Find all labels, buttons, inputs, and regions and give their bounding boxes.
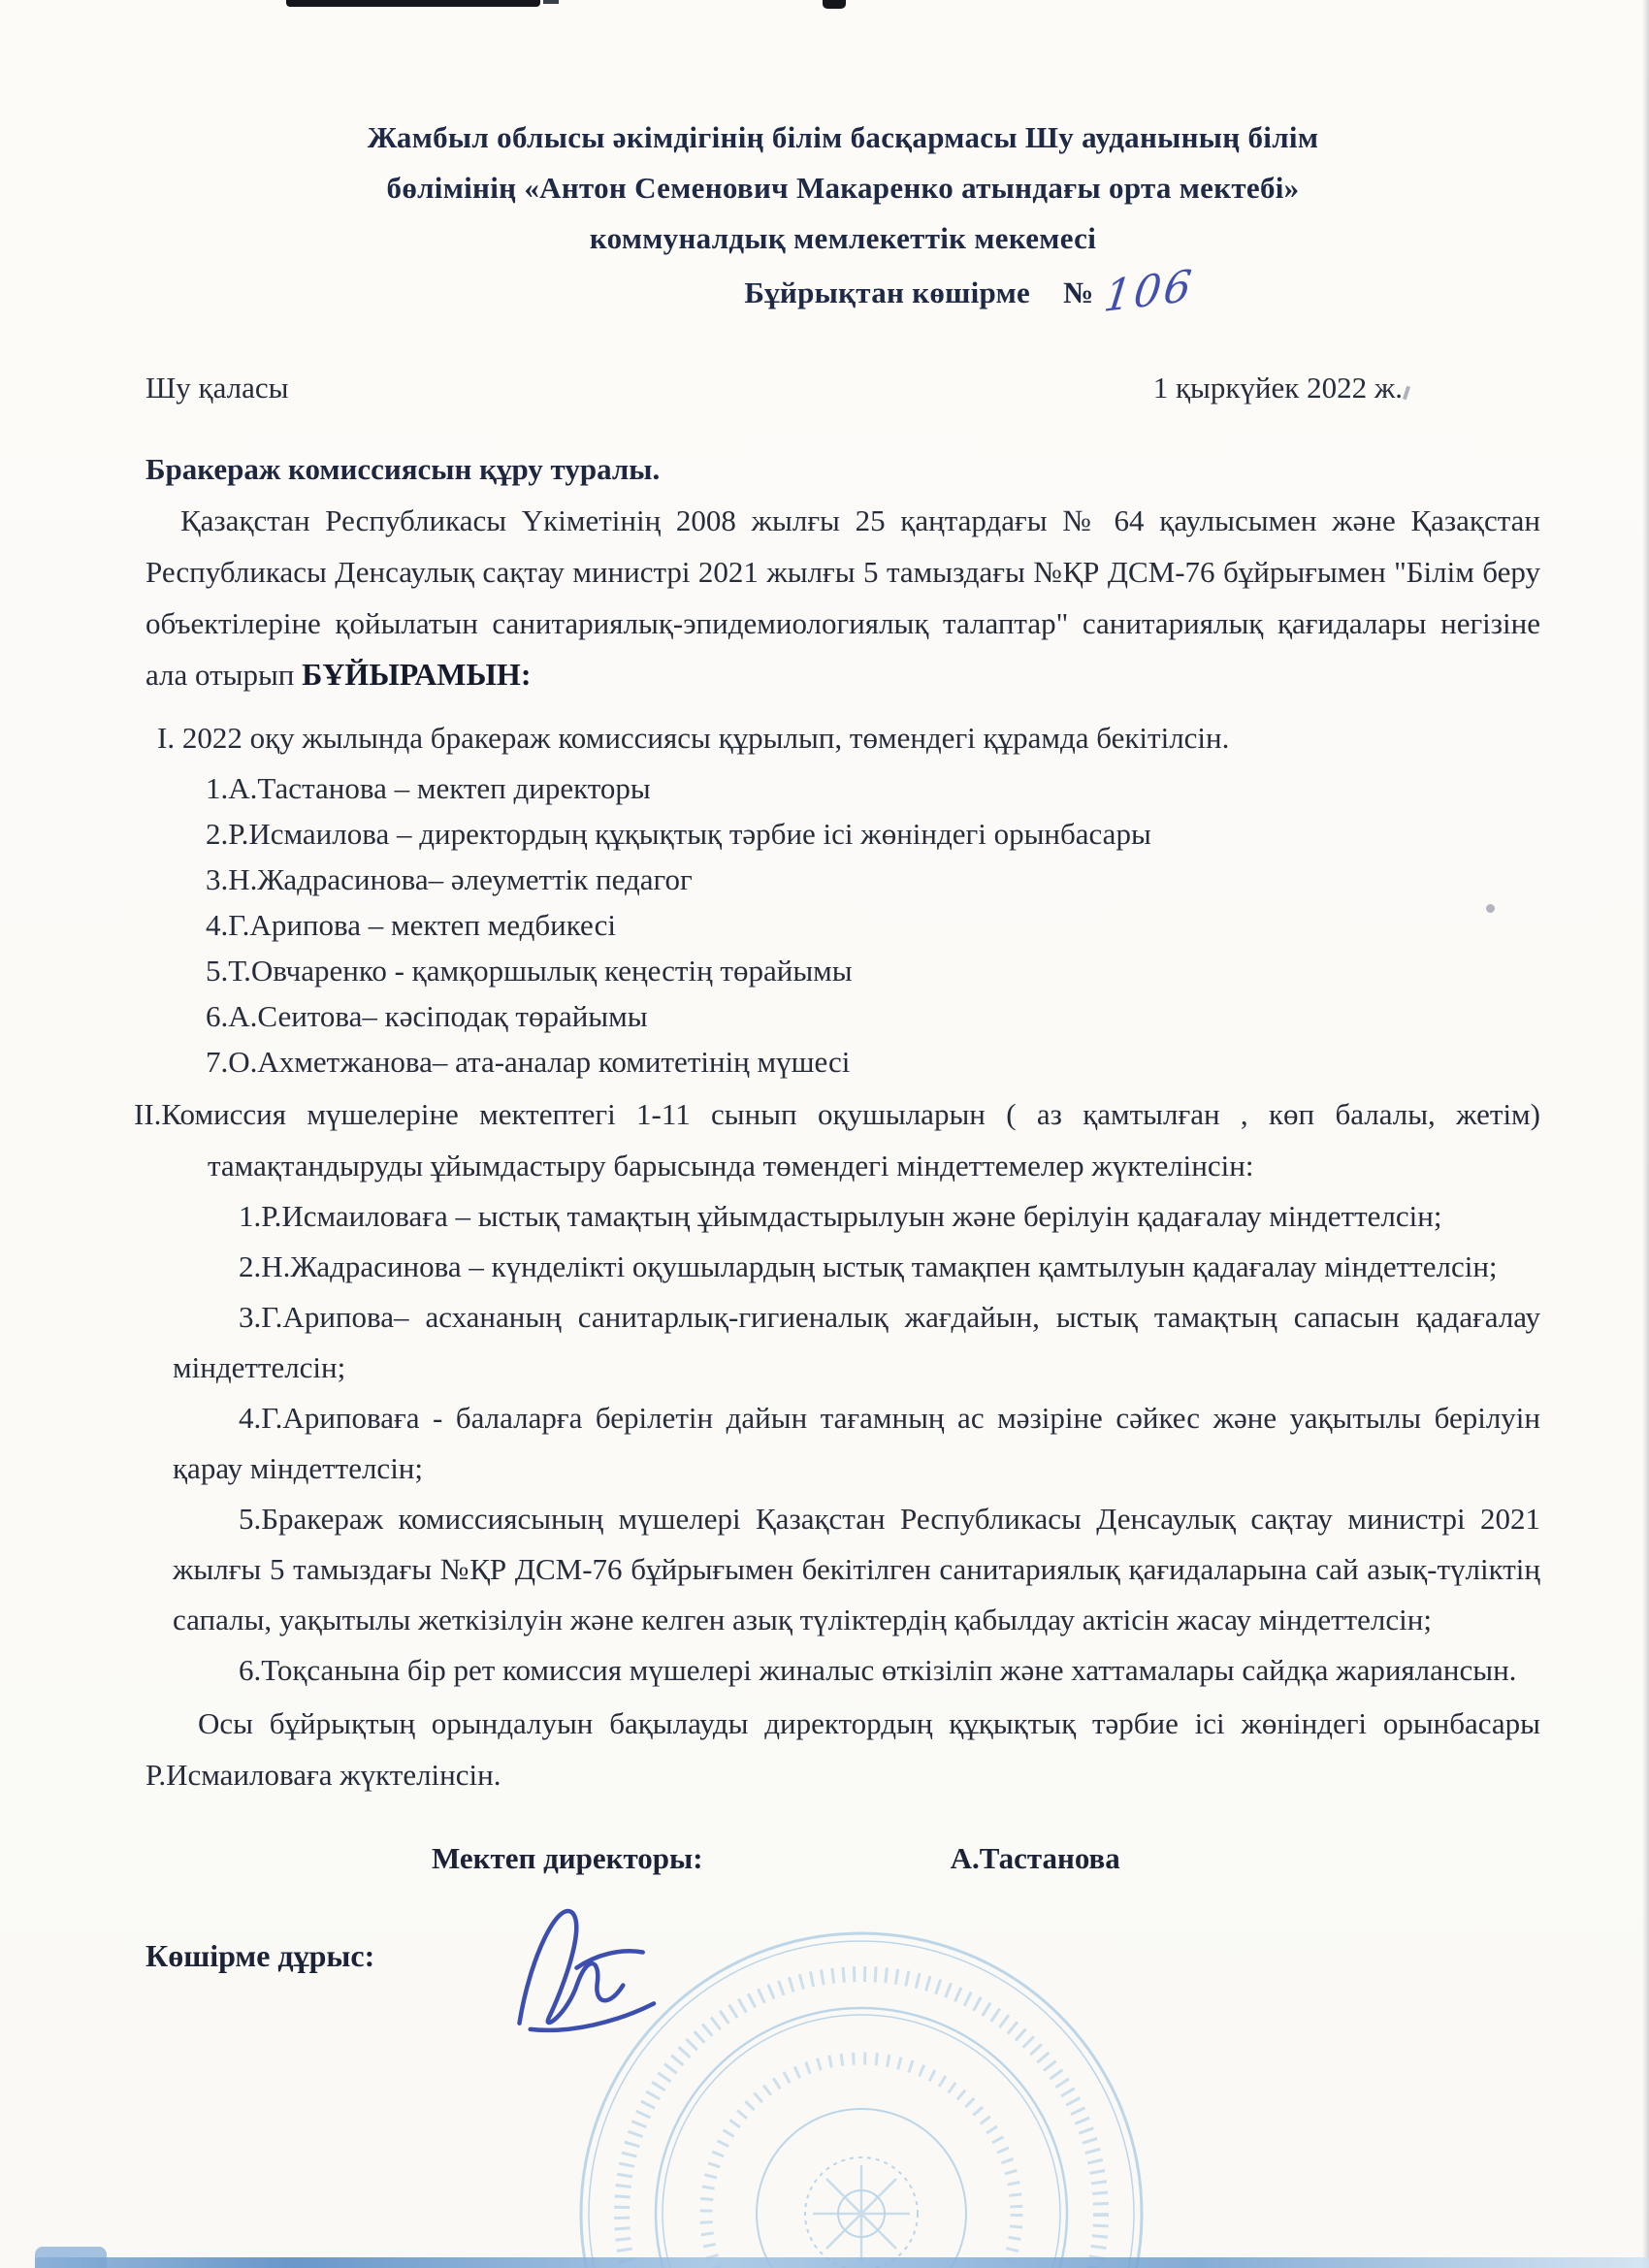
member-item: 7.О.Ахметжанова– ата-аналар комитетінің мүшесі — [206, 1045, 851, 1079]
intro-text: Қазақстан Республикасы Үкіметінің 2008 жылғы 25 қаңтардағы № 64 қаулысымен және Қазақстан Республикасы Денсаулық сақтау министрі 2021 жылғы 5 тамыздағы №ҚР ДСМ-76 бұйрығымен "Білім беру объектілеріне қойылатын санитариялық-эпидемиологиялық талаптар" санитариялық қағидалары негізіне ала отырып — [146, 503, 1540, 692]
decree-word: БҰЙЫРАМЫН: — [302, 657, 532, 692]
section2-numeral: II. — [134, 1097, 162, 1131]
header-line-1: Жамбыл облысы әкімдігінің білім басқармасы Шу ауданының білім — [367, 120, 1319, 154]
duty-item: 2.Н.Жадрасинова – күнделікті оқушылардың ыстық тамақпен қамтылуын қадағалау міндеттелсін; — [239, 1249, 1498, 1283]
section1-heading — [146, 712, 1540, 763]
copy-title-line — [272, 260, 1649, 323]
scan-artifact-bottom-strip — [35, 2257, 1649, 2268]
duty-item: 5.Бракераж комиссиясының мүшелері Қазақстан Республикасы Денсаулық сақтау министрі 2021 жылғы 5 тамыздағы №ҚР ДСМ-76 бұйрығымен бекітілген санитариялық қағидаларына сай азық-түліктің сапалы, уақытылы жеткізілуін және келген азық түліктердің қабылдау актісін жасау міндеттелсін; — [173, 1502, 1540, 1636]
duty-item: 6.Тоқсанына бір рет комиссия мүшелері жиналыс өткізіліп және хаттамалары сайдқа жариялансын. — [239, 1653, 1517, 1687]
handwritten-signature — [480, 1870, 723, 2045]
copy-correct-label: Көшірме дұрыс: — [146, 1938, 375, 1973]
scan-artifact-top — [543, 0, 559, 4]
duty-item: 3.Г.Арипова– асхананың санитарлық-гигиеналық жағдайын, ыстық тамақтың сапасын қадағалау міндеттелсін; — [173, 1300, 1540, 1384]
date-label: 1 қыркүйек 2022 ж. — [1152, 371, 1403, 405]
document-body — [134, 113, 1540, 1981]
member-item: 2.Р.Исмаилова – директордың құқықтық тәрбие ісі жөніндегі орынбасары — [206, 817, 1151, 851]
duty-item: 1.Р.Исмаиловаға – ыстық тамақтың ұйымдастырылуын және берілуін қадағалау міндеттелсін; — [239, 1199, 1442, 1233]
city-date-row — [146, 363, 1540, 413]
scan-artifact-top — [823, 0, 846, 9]
signature-row — [146, 1833, 1540, 1884]
document-header — [146, 113, 1540, 323]
member-item: 1.А.Тастанова – мектеп директоры — [206, 771, 651, 805]
city-label: Шу қаласы — [146, 371, 289, 405]
copy-title: Бұйрықтан көшірме — [744, 275, 1031, 309]
scan-artifact-top — [286, 0, 540, 7]
copy-certification-row — [146, 1930, 1540, 1981]
section2-heading — [134, 1088, 1540, 1191]
member-item: 5.Т.Овчаренко - қамқоршылық кеңестің төрайымы — [206, 954, 853, 988]
subject-line: Бракераж комиссиясын құру туралы. — [146, 452, 661, 486]
commission-members-list — [146, 765, 1540, 1085]
member-item: 3.Н.Жадрасинова– әлеуметтік педагог — [206, 862, 693, 896]
signature-name: А.Тастанова — [950, 1841, 1120, 1875]
scan-speck — [1486, 904, 1495, 913]
duty-item: 4.Г.Ариповаға - балаларға берілетін дайын тағамның ас мәзіріне сәйкес және уақытылы берілуін қарау міндеттелсін; — [173, 1401, 1540, 1485]
header-line-2: бөлімінің «Антон Семенович Макаренко атындағы орта мектебі» — [386, 171, 1300, 205]
signature-role: Мектеп директоры: — [432, 1841, 703, 1875]
number-sign: № — [1063, 275, 1094, 309]
scan-edge-shadow — [1642, 0, 1649, 2268]
order-number-handwritten: 106 — [1100, 260, 1197, 323]
header-line-3: коммуналдық мемлекеттік мекемесі — [589, 221, 1097, 255]
section1-heading-text: 2022 оқу жылында бракераж комиссиясы құрылып, төмендегі құрамда бекітілсін. — [181, 721, 1230, 755]
intro-paragraph — [146, 495, 1540, 700]
member-item: 6.А.Сеитова– кәсіподақ төрайымы — [206, 999, 648, 1033]
section2-heading-text: Комиссия мүшелеріне мектептегі 1-11 сынып оқушыларын ( аз қамтылған , көп балалы, жетім) тамақтандыруды ұйымдастыру барысында төмендегі міндеттемелер жүктелінсін: — [161, 1097, 1540, 1183]
member-item: 4.Г.Арипова – мектеп медбикесі — [206, 908, 616, 942]
section1-numeral: I. — [157, 721, 176, 755]
closing-paragraph: Осы бұйрықтың орындалуын бақылауды директордың құқықтық тәрбие ісі жөніндегі орынбасары Р.Исмаиловаға жүктелінсін. — [146, 1706, 1540, 1792]
